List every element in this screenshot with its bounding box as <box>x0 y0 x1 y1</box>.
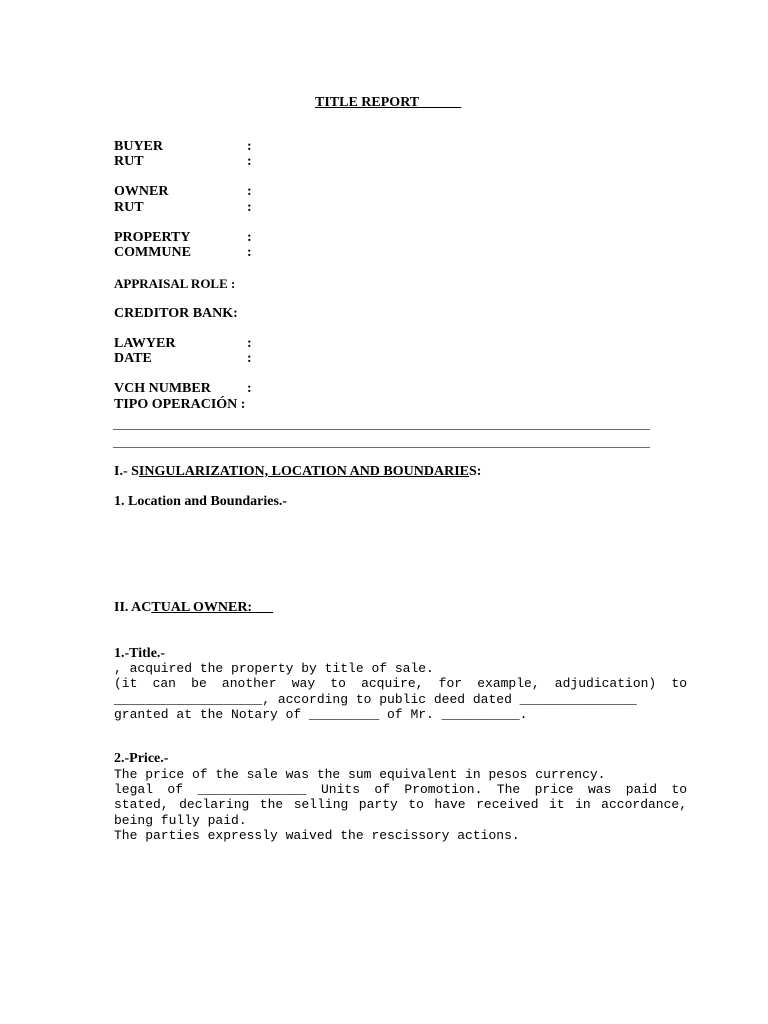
appraisal-role-label: APPRAISAL ROLE : <box>114 276 236 291</box>
document-title-blank: ______ <box>419 95 462 110</box>
title-line-4: granted at the Notary of _________ of Mr. __________. <box>114 707 528 722</box>
title-subheading: 1.-Title.- <box>114 646 166 661</box>
price-line-3: stated, declaring the selling party to have received it in accordance, <box>114 797 687 812</box>
buyer-rut-colon: : <box>247 154 252 169</box>
section-2-heading-prefix: II. AC <box>114 600 152 615</box>
document-title-text: TITLE REPORT <box>315 95 420 110</box>
section-1-heading-suffix: S: <box>469 464 482 479</box>
price-line-4: being fully paid. <box>114 813 247 828</box>
creditor-bank-label: CREDITOR BANK: <box>114 306 238 321</box>
location-boundaries-heading: 1. Location and Boundaries.- <box>114 494 288 509</box>
buyer-colon: : <box>247 139 252 154</box>
divider-line-1 <box>113 429 650 430</box>
vch-number-label: VCH NUMBER <box>114 381 211 396</box>
buyer-label: BUYER <box>114 139 164 154</box>
price-line-1: The price of the sale was the sum equivalent in pesos currency. <box>114 767 606 782</box>
section-1-heading <box>114 464 481 480</box>
commune-colon: : <box>247 245 252 260</box>
section-1-heading-underlined: INGULARIZATION, LOCATION AND BOUNDARIE <box>138 464 469 479</box>
title-line-3: ___________________, according to public deed dated _______________ <box>114 692 637 707</box>
vch-number-colon: : <box>247 381 252 396</box>
owner-label: OWNER <box>114 184 169 199</box>
section-1-heading-prefix: I.- S <box>114 464 139 479</box>
section-2-heading <box>114 600 273 616</box>
owner-rut-colon: : <box>247 200 252 215</box>
divider-line-2 <box>113 447 650 448</box>
commune-label: COMMUNE <box>114 245 191 260</box>
owner-colon: : <box>247 184 252 199</box>
price-subheading: 2.-Price.- <box>114 751 169 766</box>
tipo-operacion-label: TIPO OPERACIÓN : <box>114 397 246 412</box>
owner-rut-label: RUT <box>114 200 144 215</box>
lawyer-label: LAWYER <box>114 336 176 351</box>
price-line-5: The parties expressly waived the rescissory actions. <box>114 828 520 843</box>
title-line-1: , acquired the property by title of sale. <box>114 661 434 676</box>
buyer-rut-label: RUT <box>114 154 144 169</box>
title-line-2: (it can be another way to acquire, for example, adjudication) to <box>114 676 687 691</box>
lawyer-colon: : <box>247 336 252 351</box>
property-label: PROPERTY <box>114 230 191 245</box>
property-colon: : <box>247 230 252 245</box>
document-title <box>315 95 461 111</box>
date-label: DATE <box>114 351 152 366</box>
section-2-heading-underlined: TUAL OWNER: <box>151 600 274 615</box>
date-colon: : <box>247 351 252 366</box>
price-line-2: legal of ______________ Units of Promotion. The price was paid to <box>114 782 687 797</box>
